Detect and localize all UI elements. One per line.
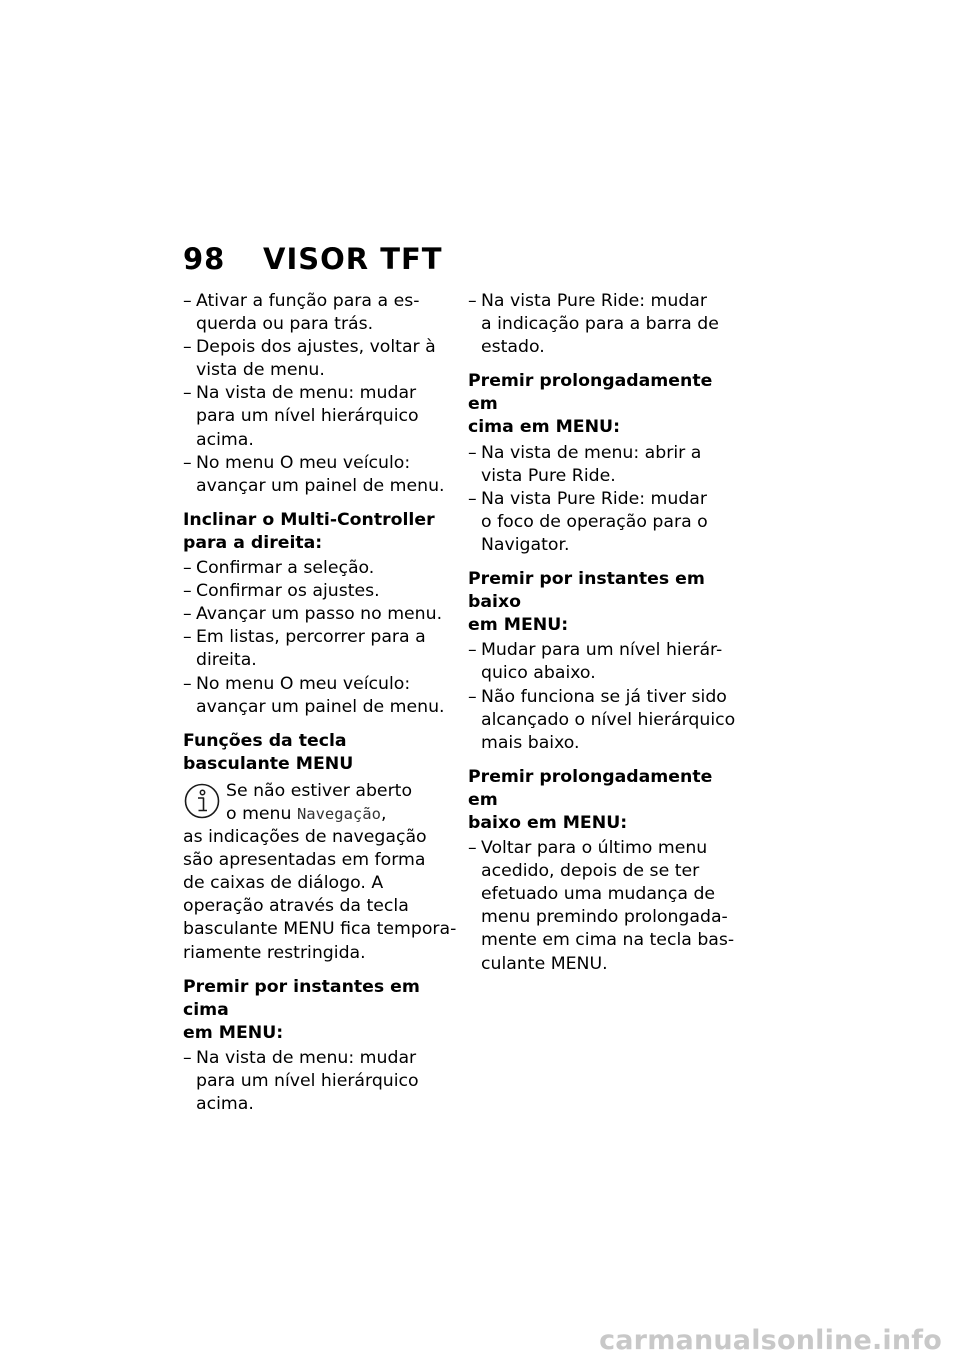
list-item-text: No menu O meu veículo: (196, 673, 411, 694)
list-item-text: menu premindo prolongada- (481, 907, 728, 928)
list-item (183, 452, 453, 498)
note-text: basculante MENU fica tempora- (183, 919, 457, 940)
list-item (468, 639, 740, 685)
list-item-text: o foco de operação para o (481, 511, 708, 532)
dash-bullet: – (468, 640, 477, 661)
dash-bullet: – (468, 838, 477, 859)
list-item-text: acima. (196, 1094, 254, 1115)
list-item-text: quico abaixo. (481, 663, 596, 684)
list-item (183, 336, 453, 382)
info-icon (183, 782, 221, 820)
section-heading: Premir prolongadamente em cima em MENU: (468, 371, 713, 438)
list-item-text: Confirmar a seleção. (196, 558, 375, 579)
list-item-text: efetuado uma mudança de (481, 884, 716, 905)
list-item (183, 1047, 453, 1116)
menu-name: Navegação (296, 804, 381, 823)
list-item-text: Na vista de menu: mudar (196, 1047, 417, 1068)
list-item (468, 290, 740, 359)
left-column (183, 290, 457, 1116)
list-item-text: Avançar um passo no menu. (196, 604, 443, 625)
dash-bullet: – (468, 488, 477, 509)
list-item-text: mente em cima na tecla bas- (481, 930, 735, 951)
note-text: riamente restringida. (183, 942, 366, 963)
list-item (468, 686, 740, 755)
dash-bullet: – (183, 604, 192, 625)
dash-bullet: – (183, 558, 192, 579)
list-item-text: direita. (196, 650, 257, 671)
list-item-text: Confirmar os ajustes. (196, 581, 380, 602)
list-item-text: Na vista de menu: mudar (196, 383, 417, 404)
note-text: Se não estiver aberto (226, 780, 413, 801)
page-number: 98 (183, 242, 226, 276)
list-right-3 (468, 639, 740, 754)
list-item-text: alcançado o nível hierárquico (481, 709, 736, 730)
dash-bullet: – (183, 383, 192, 404)
note-text: operação através da tecla (183, 896, 409, 917)
right-column (468, 290, 740, 976)
dash-bullet: – (183, 291, 192, 311)
list-item-text: mais baixo. (481, 732, 580, 753)
list-item-text: acedido, depois de se ter (481, 861, 700, 882)
list-right-4 (468, 837, 740, 976)
list-left-1 (183, 290, 453, 498)
list-right-2 (468, 442, 740, 557)
list-item (183, 557, 453, 580)
list-item-text: culante MENU. (481, 953, 608, 974)
info-note (183, 780, 457, 965)
list-right-1 (468, 290, 740, 359)
section-heading: Funções da tecla basculante MENU (183, 730, 354, 774)
section-heading: Inclinar o Multi-Controller para a direita: (183, 509, 435, 553)
list-item (183, 382, 453, 451)
list-item-text: vista de menu. (196, 360, 325, 381)
list-item (468, 442, 740, 488)
list-item-text: estado. (481, 337, 545, 358)
list-item-text: Voltar para o último menu (481, 838, 708, 859)
note-text: são apresentadas em forma (183, 850, 426, 871)
list-left-3 (183, 1047, 453, 1116)
dash-bullet: – (183, 581, 192, 602)
watermark: carmanualsonline.info (599, 1325, 942, 1356)
dash-bullet: – (468, 291, 477, 311)
dash-bullet: – (468, 686, 477, 707)
list-item-text: Ativar a função para a es- (196, 291, 420, 311)
list-item-text: para um nível hierárquico (196, 1071, 419, 1091)
section-heading: Premir prolongadamente em baixo em MENU: (468, 766, 713, 833)
list-item-text: acima. (196, 429, 254, 450)
note-text: o menu Navegação, (226, 803, 387, 824)
page-title: VISOR TFT (263, 242, 443, 276)
list-item-text: avançar um painel de menu. (196, 696, 445, 717)
dash-bullet: – (183, 673, 192, 694)
page-header (183, 242, 443, 276)
section-heading: Premir por instantes em cima em MENU: (183, 976, 420, 1043)
list-item-text: vista Pure Ride. (481, 465, 616, 486)
list-item (183, 626, 453, 672)
list-item-text: Navigator. (481, 534, 570, 555)
list-item-text: para um nível hierárquico (196, 406, 419, 427)
section-heading: Premir por instantes em baixo em MENU: (468, 569, 705, 636)
list-item-text: Na vista de menu: abrir a (481, 442, 702, 463)
dash-bullet: – (183, 1047, 192, 1068)
list-item-text: querda ou para trás. (196, 314, 374, 335)
dash-bullet: – (183, 627, 192, 648)
list-item-text: Não funciona se já tiver sido (481, 686, 727, 707)
list-item (468, 837, 740, 976)
note-text: as indicações de navegação (183, 827, 427, 848)
list-left-2 (183, 557, 453, 719)
dash-bullet: – (468, 442, 477, 463)
list-item-text: Na vista Pure Ride: mudar (481, 291, 707, 311)
list-item-text: Em listas, percorrer para a (196, 627, 426, 648)
list-item-text: avançar um painel de menu. (196, 475, 445, 496)
dash-bullet: – (183, 337, 192, 358)
list-item-text: No menu O meu veículo: (196, 452, 411, 473)
list-item-text: a indicação para a barra de (481, 314, 719, 335)
list-item (468, 488, 740, 557)
list-item-text: Mudar para um nível hierár- (481, 640, 723, 661)
list-item (183, 580, 453, 603)
list-item (183, 290, 453, 336)
list-item (183, 603, 453, 626)
list-item-text: Na vista Pure Ride: mudar (481, 488, 707, 509)
note-text: de caixas de diálogo. A (183, 873, 384, 894)
dash-bullet: – (183, 452, 192, 473)
list-item (183, 673, 453, 719)
list-item-text: Depois dos ajustes, voltar à (196, 337, 436, 358)
